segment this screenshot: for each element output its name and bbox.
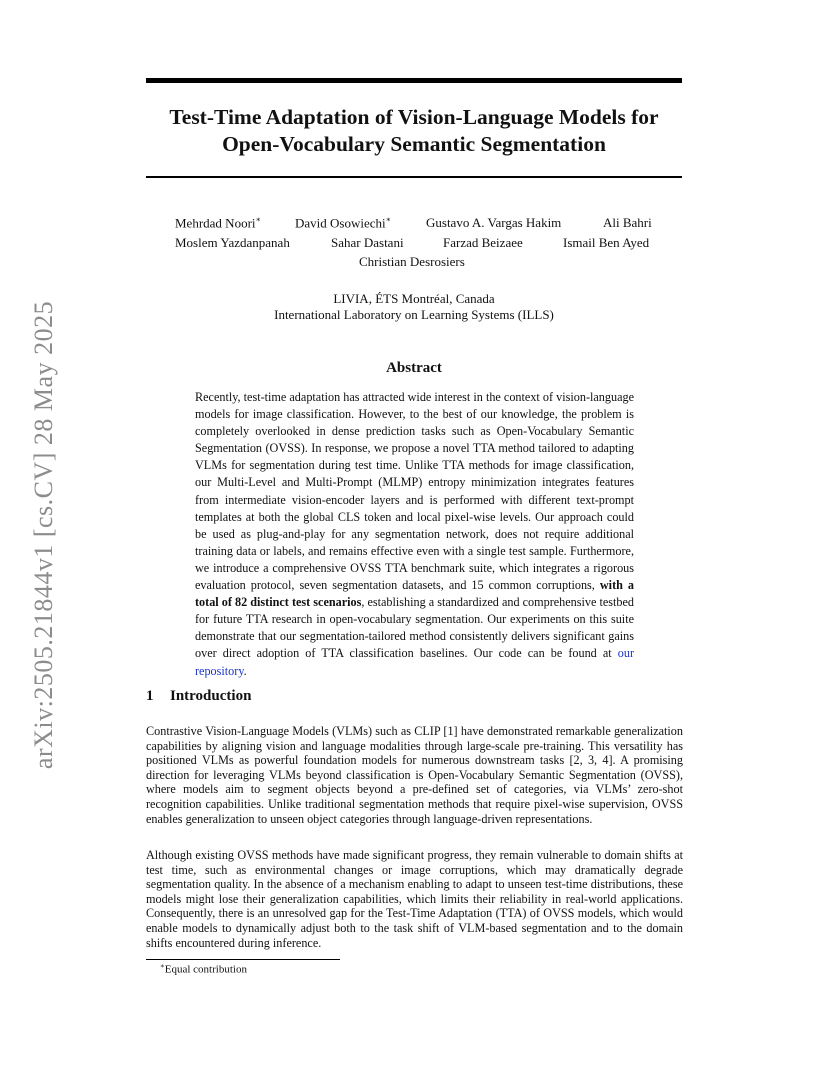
paper-title [120,104,708,158]
abstract-bold-phrase: with a total of 82 distinct test scenarios [195,578,635,610]
author-name: Sahar Dastani [331,235,404,250]
abstract-heading: Abstract [386,360,442,376]
affiliation-line-1: LIVIA, ÉTS Montréal, Canada [333,291,495,306]
intro-paragraph-2: Although existing OVSS methods have made significant progress, they remain vulnerable to domain shifts at test time, such as environmental changes or image corruptions, which may dramatically degrade segmentation quality. In the absence of a mechanism enabling to adapt to unseen test-time distributions, these models might lose their generalization capabilities, which limits their reliability in real-world applications. Consequently, there is an unresolved gap for the Test-Time Adaptation (TTA) of OVSS models, which would enable models to dynamically adjust both to the task shift of VLM-based segmentation and to the domain shifts encountered during inference. [146,848,683,950]
title-top-rule [146,78,682,83]
title-bottom-rule [146,176,682,178]
author-name: Christian Desrosiers [359,254,465,269]
intro-paragraph-1: Contrastive Vision-Language Models (VLMs) such as CLIP [1] have demonstrated remarkable generalization capabilities by aligning vision and language modalities through large-scale pre-training. This versatility has positioned VLMs as powerful foundation models for numerous downstream tasks [2, 3, 4]. A promising direction for leveraging VLMs beyond classification is Open-Vocabulary Semantic Segmentation (OVSS), where models aim to segment objects beyond a pre-defined set of categories, via VLMs’ zero-shot recognition capabilities. Unlike traditional segmentation methods that require pixel-wise supervision, OVSS enables generalization to unseen object categories through language-driven representations. [146,724,683,826]
author-name: Moslem Yazdanpanah [175,235,290,250]
author-name: Farzad Beizaee [443,235,523,250]
author-name: Mehrdad Noori∗ [175,215,261,231]
section-heading-introduction [146,688,251,705]
author-name: Ismail Ben Ayed [563,235,650,250]
author-name: Ali Bahri [603,215,652,230]
footnote: ∗Equal contribution [160,962,247,976]
title-line-2: Open-Vocabulary Semantic Segmentation [222,132,606,156]
title-line-1: Test-Time Adaptation of Vision-Language Models for [169,105,659,129]
author-name: David Osowiechi∗ [295,215,392,231]
arxiv-side-stamp: arXiv:2505.21844v1 [cs.CV] 28 May 2025 [29,300,58,770]
footnote-rule [146,959,340,960]
abstract-body: Recently, test-time adaptation has attracted wide interest in the context of vision-language models for image classification. However, to the best of our knowledge, the problem is completely overlooked in dense prediction tasks such as Open-Vocabulary Semantic Segmentation (OVSS). In response, we propose a novel TTA method tailored to adapting VLMs for segmentation during test time. Unlike TTA methods for image classification, our Multi-Level and Multi-Prompt (MLMP) entropy minimization integrates features from intermediate vision-encoder layers and is performed with different text-prompt templates at both the global CLS token and local pixel-wise levels. Our approach could be used as plug-and-play for any segmentation network, does not require additional training data or labels, and remains effective even with a single test sample. Furthermore, we introduce a comprehensive OVSS TTA benchmark suite, which integrates a rigorous evaluation protocol, seven segmentation datasets, and 15 common corruptions, with a total of 82 distinct test scenarios, establishing a standardized and comprehensive testbed for future TTA research in open-vocabulary segmentation. Our experiments on this suite demonstrate that our segmentation-tailored method consistently delivers significant gains over direct adoption of TTA classification baselines. Our code can be found at our repository. [195,390,635,678]
affiliation-line-2: International Laboratory on Learning Systems (ILLS) [274,307,554,322]
repository-link[interactable]: our repository [195,646,634,678]
author-name: Gustavo A. Vargas Hakim [426,215,562,230]
section-title: Introduction [170,688,252,704]
section-number: 1 [146,688,154,704]
